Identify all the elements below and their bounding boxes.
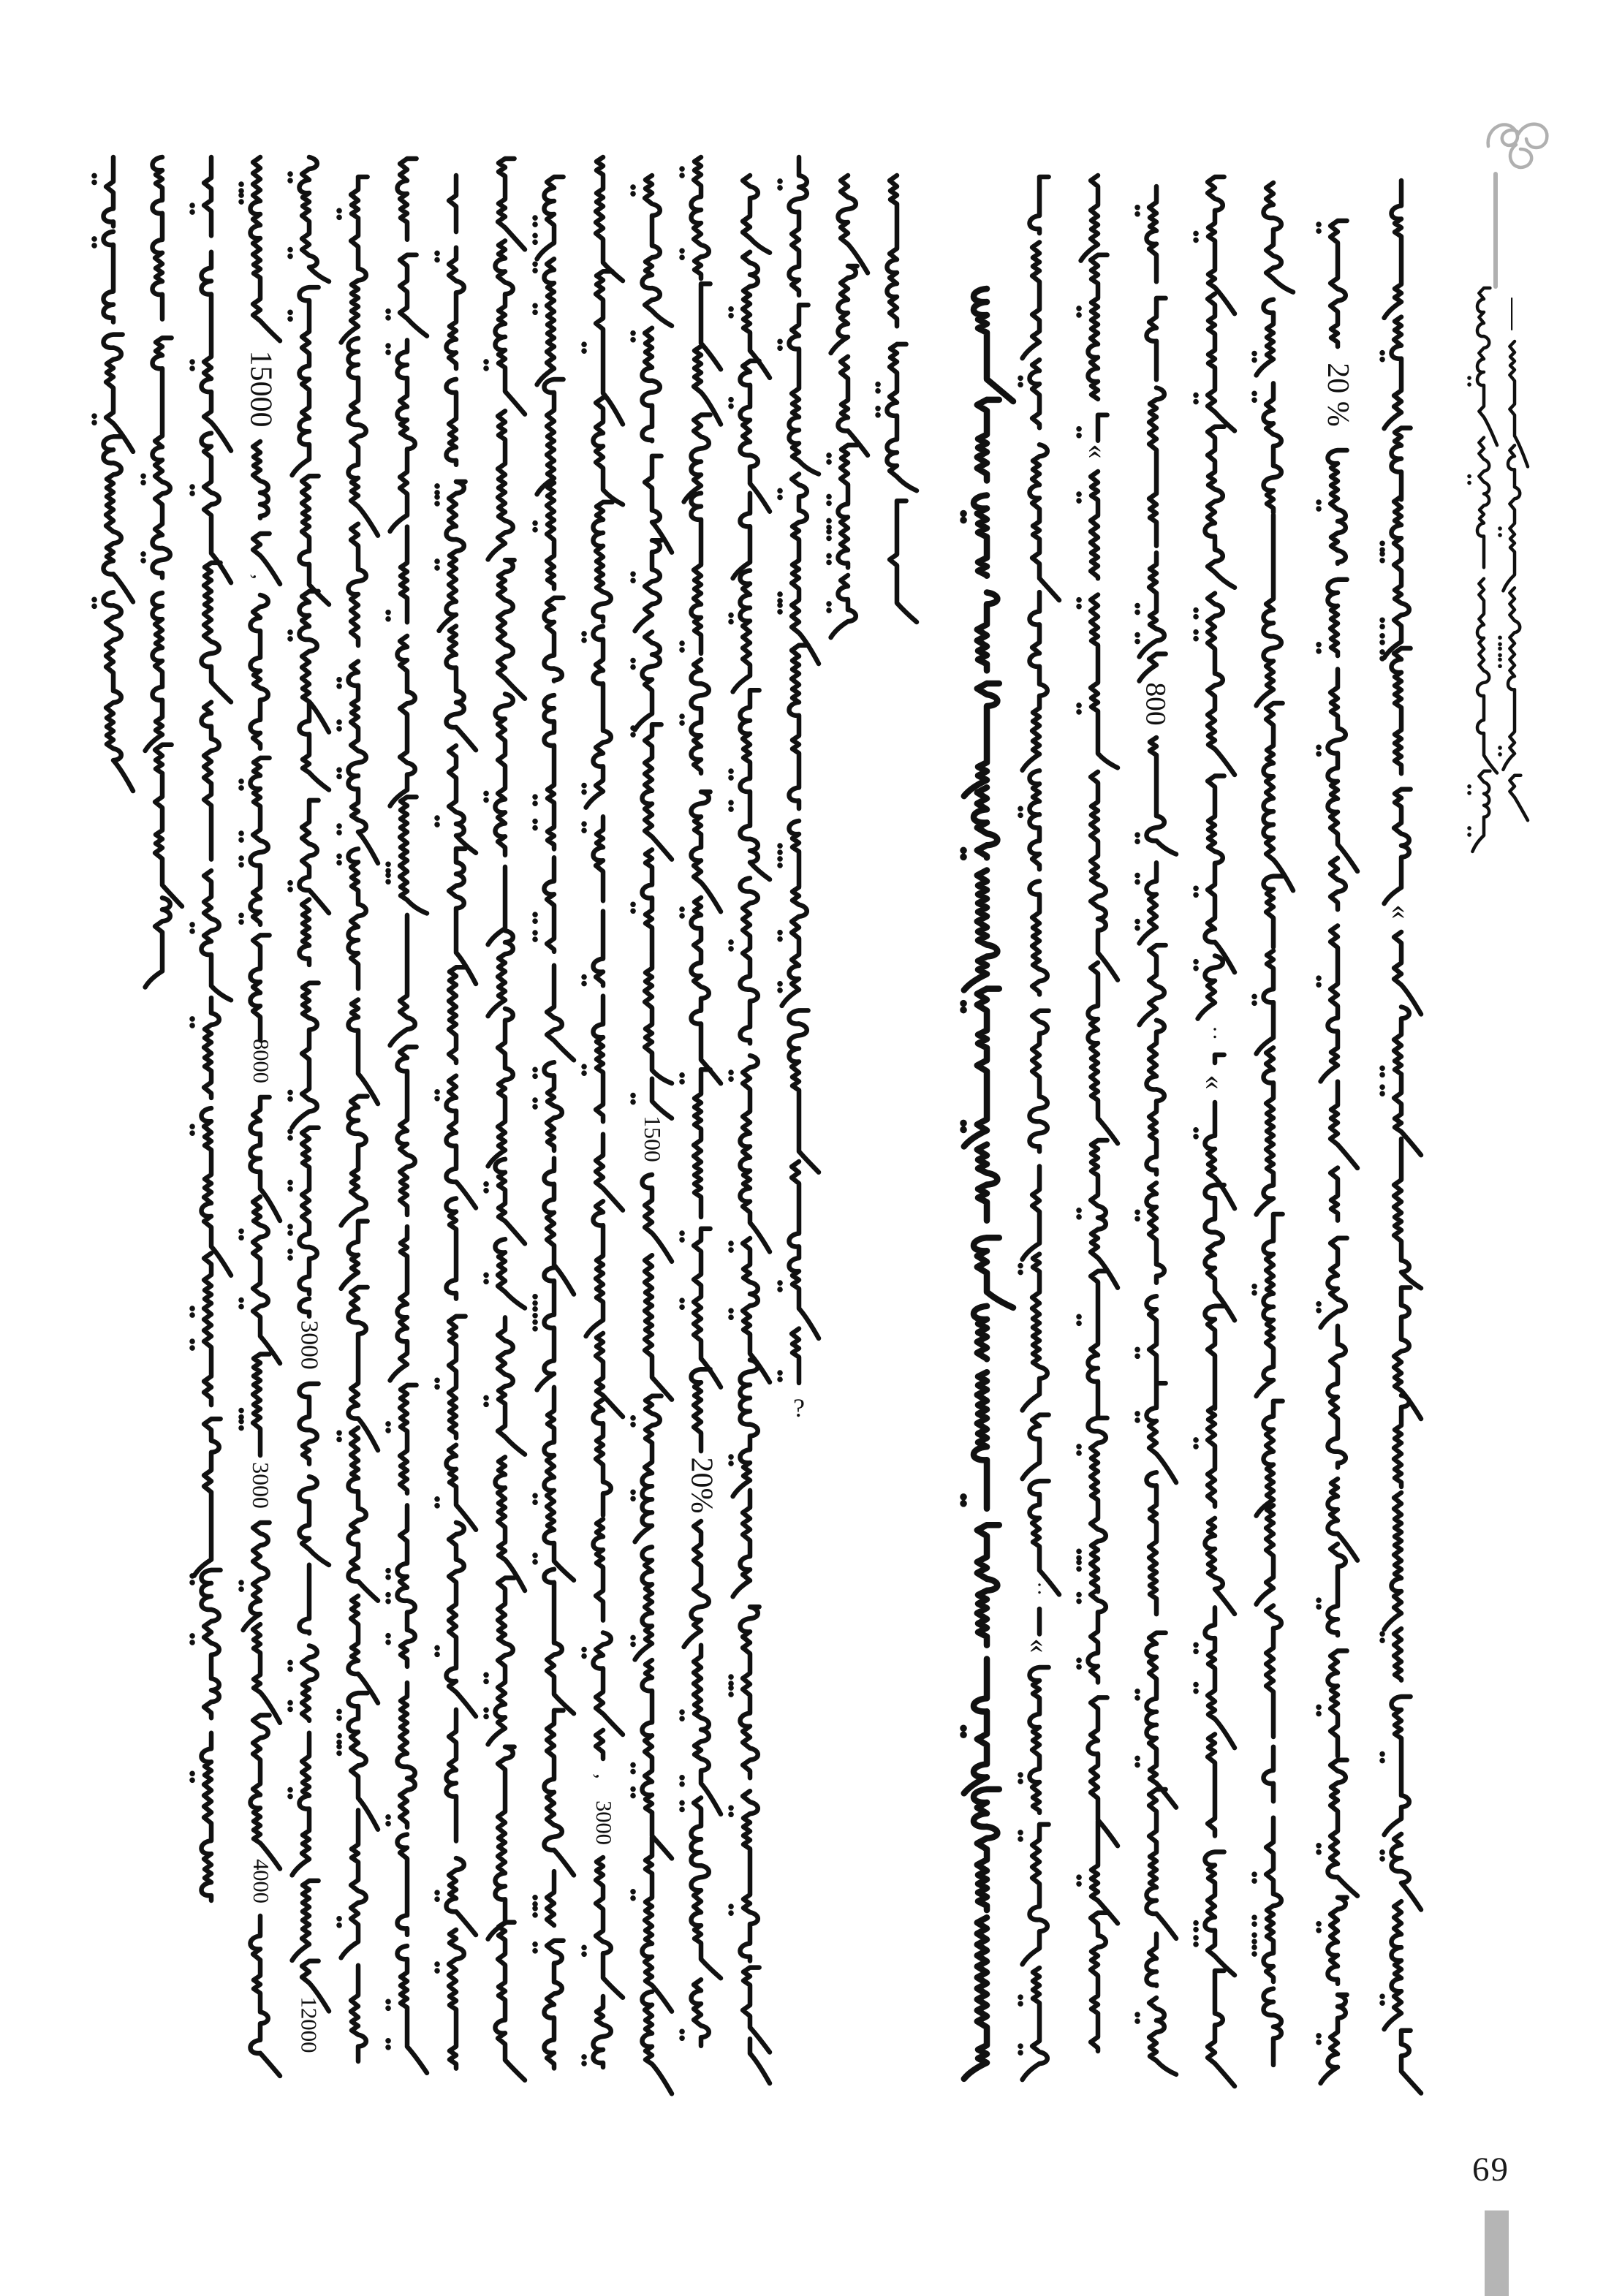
text-column	[1384, 181, 1421, 2094]
text-column	[537, 177, 574, 2068]
text-column	[439, 175, 476, 2069]
inline-number: 4000	[248, 1859, 273, 1903]
text-column	[194, 157, 231, 1901]
text-column	[341, 177, 378, 2061]
text-column	[292, 157, 329, 2011]
text-column	[145, 157, 182, 988]
running-head-column	[1472, 288, 1497, 852]
text-column	[733, 175, 770, 2083]
text-column	[390, 159, 427, 2073]
inline-number: 15000	[243, 350, 277, 427]
quotation-mark: «	[1023, 1638, 1056, 1653]
mongolian-punctuation: ,	[249, 574, 273, 580]
question-mark: ?	[793, 1393, 805, 1422]
inline-number: 20 %	[1321, 363, 1355, 427]
inline-number: 12000	[297, 1996, 323, 2053]
text-column	[1198, 177, 1235, 2086]
header-flourish-ornament	[1488, 124, 1547, 167]
mongolian-punctuation: ,	[591, 1773, 615, 1779]
inline-number: 8000	[248, 1039, 273, 1083]
inline-number: 3000	[591, 1800, 616, 1845]
text-column	[1023, 177, 1059, 2080]
text-column	[684, 157, 721, 2046]
inline-number: 1500	[640, 1115, 665, 1162]
text-column	[964, 289, 1013, 2079]
text-column	[635, 175, 672, 2094]
quotation-mark: «	[1198, 1075, 1232, 1089]
corner-bar	[1485, 2210, 1509, 2296]
text-column	[1257, 183, 1293, 2065]
text-column	[488, 159, 525, 2080]
text-column	[782, 157, 819, 1383]
inline-number: 3000	[248, 1462, 273, 1509]
inline-number: 3000	[296, 1320, 323, 1370]
text-column	[1140, 186, 1176, 2075]
inline-number: 800	[1140, 681, 1172, 726]
text-column	[243, 157, 280, 2076]
inline-number: 20%	[684, 1457, 718, 1514]
page-number: 69	[1472, 2151, 1509, 2189]
quotation-mark: «	[1081, 444, 1115, 458]
header-dash: —	[1496, 298, 1533, 330]
mongolian-punctuation: :	[1036, 1575, 1043, 1599]
mongolian-punctuation: :	[1211, 1019, 1219, 1043]
text-column	[104, 157, 134, 791]
text-column	[586, 157, 623, 2067]
text-column	[1321, 221, 1357, 2083]
text-column	[887, 175, 917, 622]
running-head-column	[1503, 341, 1528, 820]
quotation-mark: «	[1384, 904, 1418, 919]
text-column	[1081, 175, 1118, 2051]
text-column	[831, 175, 868, 637]
